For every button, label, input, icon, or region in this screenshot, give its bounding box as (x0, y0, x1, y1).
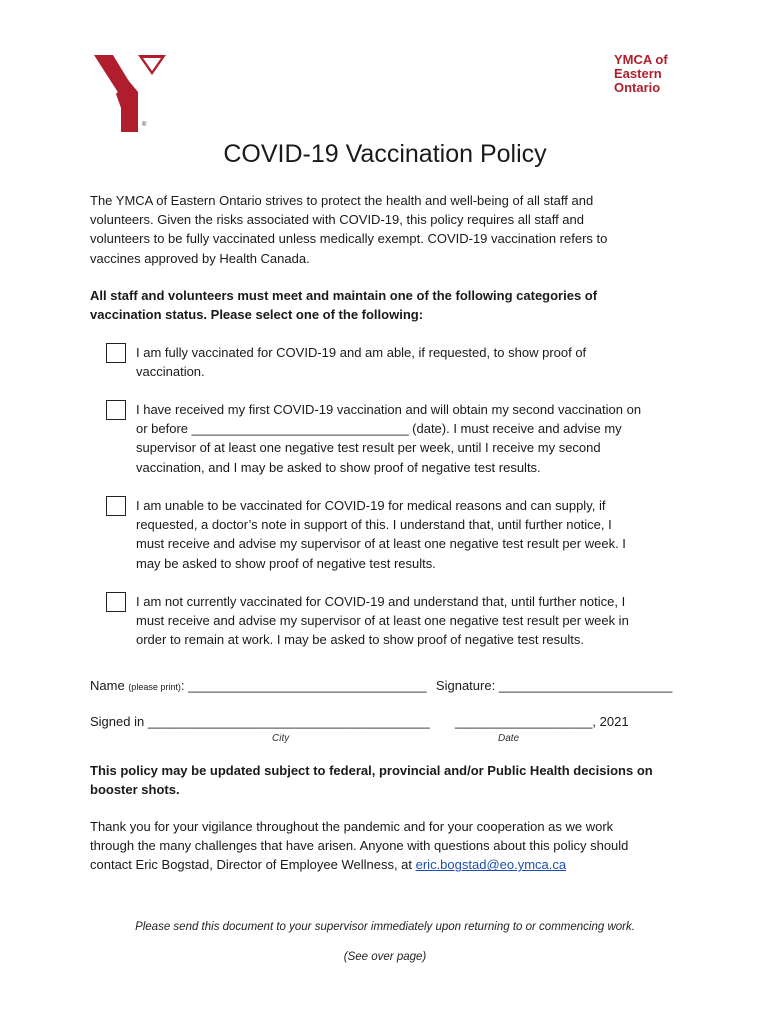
city-caption: City (272, 733, 290, 744)
intro-line: volunteers to be fully vaccinated unless medically exempt. COVID-19 vaccination refers to (90, 231, 608, 247)
intro-line: The YMCA of Eastern Ontario strives to protect the health and well-being of all staff and (90, 193, 594, 208)
option-line: order to remain at work. I may be asked to show proof of negative test results. (136, 632, 584, 648)
intro-paragraph (90, 191, 690, 268)
name-signature-row (90, 678, 672, 693)
signed-in-row (90, 714, 629, 729)
thanks-paragraph (90, 817, 690, 875)
booster-line: booster shots. (90, 782, 180, 798)
contact-prefix: contact Eric Bogstad, Director of Employee Wellness, at (90, 857, 416, 873)
see-over-note: (See over page) (343, 951, 427, 963)
option-checkbox[interactable] (106, 496, 126, 516)
page-title: COVID-19 Vaccination Policy (223, 140, 547, 168)
footer-instruction: Please send this document to your supervisor immediately upon returning to or commencing work. (135, 921, 635, 933)
option-checkbox[interactable] (106, 343, 126, 363)
option-text (136, 592, 676, 650)
option-line: I am unable to be vaccinated for COVID-19 for medical reasons and can supply, if (136, 498, 606, 513)
name-field[interactable]: : _________________________________ (180, 678, 427, 693)
option-line: may be asked to show proof of negative test results. (136, 555, 436, 571)
instruction-line: vaccination status. Please select one of the following: (90, 307, 424, 323)
option-text (136, 496, 676, 573)
org-name (614, 53, 724, 95)
option-line: vaccination. (136, 364, 205, 380)
signed-in-field[interactable]: Signed in _______________________________________ (90, 714, 430, 729)
org-name-line: YMCA of (614, 52, 668, 67)
instruction-paragraph (90, 286, 690, 324)
option-text (136, 400, 676, 477)
option-text (136, 343, 676, 381)
name-hint: (please print) (128, 682, 181, 692)
option-line: must receive and advise my supervisor of at least one negative test result per week in (136, 613, 629, 629)
intro-line: vaccines approved by Health Canada. (90, 250, 310, 266)
option-line: or before ______________________________ (date). I must receive and advise my (136, 421, 622, 437)
thanks-line: Thank you for your vigilance throughout the pandemic and for your cooperation as we work (90, 819, 614, 834)
date-field[interactable]: ___________________, 2021 (455, 714, 629, 729)
booster-line: This policy may be updated subject to federal, provincial and/or Public Health decisions on (90, 763, 653, 778)
name-label: Name (90, 678, 125, 693)
option-checkbox[interactable] (106, 400, 126, 420)
org-name-line: Ontario (614, 80, 661, 95)
option-line: must receive and advise my supervisor of at least one negative test result per week. I (136, 536, 626, 552)
contact-line (90, 855, 690, 874)
instruction-line: All staff and volunteers must meet and maintain one of the following categories of (90, 288, 598, 303)
thanks-line: through the many challenges that have arisen. Anyone with questions about this policy should (90, 838, 629, 854)
ymca-y-logo-icon (94, 52, 174, 136)
signature-field[interactable]: Signature: ________________________ (435, 678, 673, 693)
date-caption: Date (498, 733, 520, 744)
option-line: vaccination, and I may be asked to show proof of negative test results. (136, 459, 541, 475)
intro-line: volunteers. Given the risks associated with COVID-19, this policy requires all staff and (90, 212, 584, 228)
booster-note (90, 761, 690, 799)
option-line: requested, a doctor’s note in support of this. I understand that, until further notice, I (136, 517, 612, 533)
contact-email-link[interactable]: eric.bogstad@eo.ymca.ca (415, 857, 567, 873)
option-checkbox[interactable] (106, 592, 126, 612)
option-line: I am not currently vaccinated for COVID-19 and understand that, until further notice, I (136, 594, 626, 609)
option-line: I am fully vaccinated for COVID-19 and am able, if requested, to show proof of (136, 345, 587, 360)
option-line: supervisor of at least one negative test result per week, until I receive my second (136, 440, 601, 456)
org-name-line: Eastern (614, 66, 662, 81)
trademark-symbol: ® (142, 122, 147, 128)
option-line: I have received my first COVID-19 vaccination and will obtain my second vaccination on (136, 402, 642, 417)
